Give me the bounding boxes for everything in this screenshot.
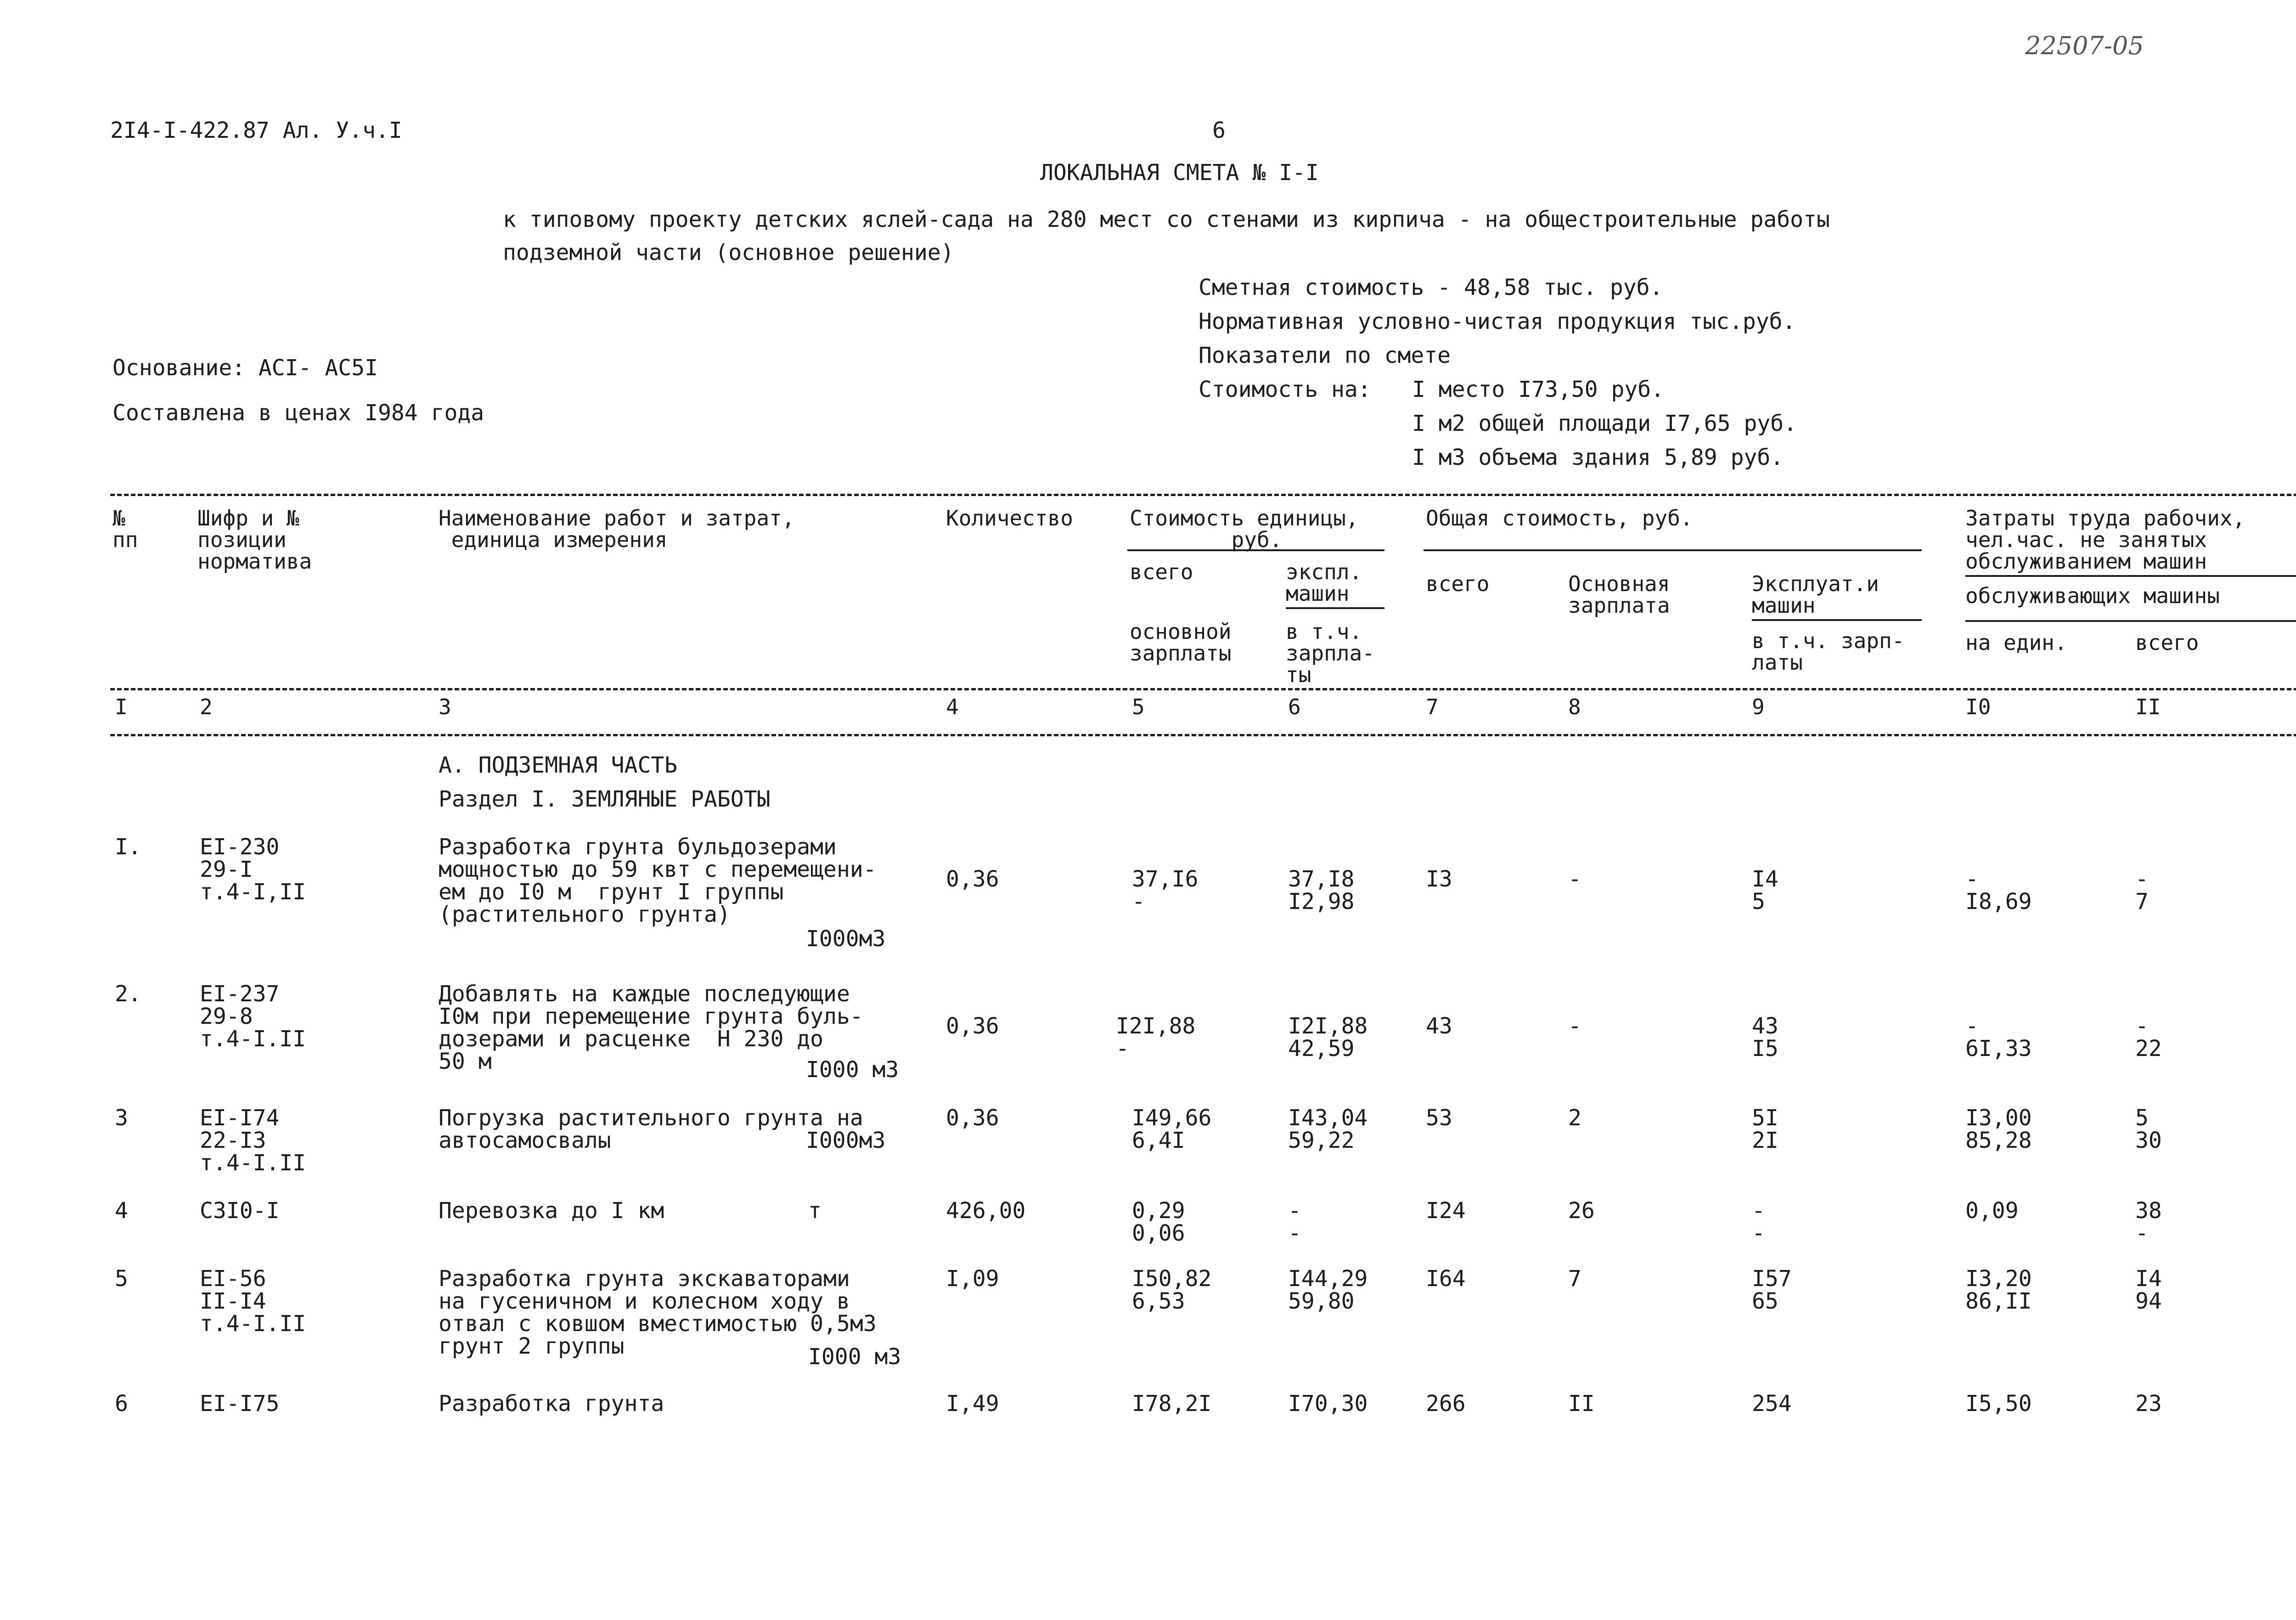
row-salary: 26 bbox=[1568, 1198, 1595, 1224]
header-unit-salary: основной зарплаты bbox=[1130, 619, 1232, 666]
row-labor-total: 23 bbox=[2135, 1391, 2162, 1417]
row-quantity: 0,36 bbox=[946, 866, 999, 892]
row-number: 5 bbox=[115, 1266, 128, 1292]
indicators-label: Показатели по смете bbox=[1199, 343, 1451, 368]
column-number: 2 bbox=[200, 694, 213, 719]
row-total: I24 bbox=[1426, 1198, 1466, 1224]
cost-per-place: I место I73,50 руб. bbox=[1412, 377, 1665, 402]
row-unit: I000м3 bbox=[806, 926, 886, 952]
row-unit-total: 37,I6 - bbox=[1132, 866, 1199, 914]
table-header-bottom-rule bbox=[110, 688, 2296, 690]
row-quantity: I,49 bbox=[946, 1391, 999, 1417]
page-number: 6 bbox=[1212, 118, 1226, 143]
row-unit-machines: - - bbox=[1288, 1198, 1301, 1246]
row-unit-total: I49,66 6,4I bbox=[1132, 1105, 1212, 1153]
row-quantity: I,09 bbox=[946, 1266, 999, 1292]
row-unit-machines: I70,30 bbox=[1288, 1391, 1368, 1417]
row-unit-total: I2I,88 - bbox=[1116, 1013, 1196, 1061]
column-number: 4 bbox=[946, 694, 959, 719]
row-labor-unit: 0,09 bbox=[1965, 1198, 2019, 1224]
column-number: 7 bbox=[1426, 694, 1439, 719]
section-1-title: Раздел I. ЗЕМЛЯНЫЕ РАБОТЫ bbox=[439, 786, 771, 812]
table-top-rule bbox=[110, 494, 2296, 496]
row-machines: I4 5 bbox=[1752, 866, 1778, 914]
rule-labor bbox=[1965, 575, 2296, 577]
row-code: ЕI-237 29-8 т.4-I.II bbox=[200, 981, 306, 1052]
normative-product: Нормативная условно-чистая продукция тыс.руб. bbox=[1199, 309, 1796, 334]
document-title: ЛОКАЛЬНАЯ СМЕТА № I-I bbox=[1040, 160, 1319, 186]
row-number: 2. bbox=[115, 981, 141, 1007]
header-unit-incl-salary: в т.ч. зарпла- ты bbox=[1286, 619, 1375, 687]
row-code: ЕI-230 29-I т.4-I,II bbox=[200, 834, 306, 905]
column-number: II bbox=[2135, 694, 2161, 719]
document-code: 2I4-I-422.87 Ал. У.ч.I bbox=[110, 118, 402, 143]
header-work-name: Наименование работ и затрат, единица измерения bbox=[439, 506, 795, 552]
row-unit: т bbox=[808, 1198, 822, 1224]
row-code: ЕI-I74 22-I3 т.4-I.II bbox=[200, 1105, 306, 1176]
header-labor: Затраты труда рабочих, чел.час. не занятых обслуживанием машин bbox=[1965, 506, 2245, 574]
header-machines: Эксплуат.и машин bbox=[1752, 571, 1879, 618]
row-labor-unit: I3,20 86,II bbox=[1965, 1266, 2032, 1314]
row-labor-total: 5 30 bbox=[2135, 1105, 2162, 1153]
row-machines: 5I 2I bbox=[1752, 1105, 1778, 1153]
subtitle-line-1: к типовому проекту детских яслей-сада на 280 мест со стенами из кирпича - на общестроительные работы bbox=[503, 207, 1830, 232]
row-code: С3I0-I bbox=[200, 1198, 280, 1224]
row-number: I. bbox=[115, 834, 141, 860]
row-total: I3 bbox=[1426, 866, 1452, 892]
estimated-cost: Сметная стоимость - 48,58 тыс. руб. bbox=[1199, 275, 1663, 300]
header-total: всего bbox=[1426, 571, 1490, 596]
header-labor-total: всего bbox=[2135, 630, 2199, 655]
row-unit: I000 м3 bbox=[808, 1344, 901, 1370]
row-labor-unit: I5,50 bbox=[1965, 1391, 2032, 1417]
row-salary: 2 bbox=[1568, 1105, 1581, 1131]
row-labor-unit: I3,00 85,28 bbox=[1965, 1105, 2032, 1153]
header-unit-machines: экспл. машин bbox=[1286, 559, 1362, 606]
row-name: Разработка грунта бульдозерами мощностью до 59 квт с перемещени- ем до I0 м грунт I группы (растительного грунта) bbox=[439, 834, 877, 927]
cost-per-m3: I м3 объема здания 5,89 руб. bbox=[1412, 445, 1784, 470]
row-name: Добавлять на каждые последующие I0м при перемещение грунта буль- дозерами и расценке Н 230 до 50 м bbox=[439, 981, 863, 1074]
row-name: Разработка грунта экскаваторами на гусеничном и колесном ходу в отвал с ковшом вместимостью 0,5м3 грунт 2 группы bbox=[439, 1266, 877, 1359]
header-base-salary: Основная зарплата bbox=[1568, 571, 1670, 618]
rule-labor-sub bbox=[1965, 620, 2296, 622]
column-number: I0 bbox=[1965, 694, 1991, 719]
column-number: 5 bbox=[1132, 694, 1145, 719]
row-unit: I000 м3 bbox=[806, 1057, 899, 1083]
row-unit-total: I78,2I bbox=[1132, 1391, 1212, 1417]
row-total: 266 bbox=[1426, 1391, 1466, 1417]
header-labor-sub: обслуживающих машины bbox=[1965, 583, 2220, 608]
prices-year-text: Составлена в ценах I984 года bbox=[113, 400, 484, 426]
row-name: Перевозка до I км bbox=[439, 1198, 664, 1224]
rule-total-cost bbox=[1424, 549, 1922, 551]
row-number: 4 bbox=[115, 1198, 128, 1224]
row-labor-total: I4 94 bbox=[2135, 1266, 2162, 1314]
row-unit: I000м3 bbox=[806, 1128, 886, 1153]
row-total: 53 bbox=[1426, 1105, 1452, 1131]
row-total: I64 bbox=[1426, 1266, 1466, 1292]
row-labor-total: - 7 bbox=[2135, 866, 2149, 914]
header-machines-salary: в т.ч. зарп- латы bbox=[1752, 628, 1905, 675]
header-unit-cost: Стоимость единицы, руб. bbox=[1130, 506, 1359, 552]
subtitle-line-2: подземной части (основное решение) bbox=[503, 240, 954, 265]
row-salary: II bbox=[1568, 1391, 1595, 1417]
row-number: 3 bbox=[115, 1105, 128, 1131]
row-salary: 7 bbox=[1568, 1266, 1581, 1292]
column-number: I bbox=[115, 694, 128, 719]
row-machines: 43 I5 bbox=[1752, 1013, 1778, 1061]
row-salary: - bbox=[1568, 1013, 1581, 1039]
row-unit-machines: I44,29 59,80 bbox=[1288, 1266, 1368, 1314]
row-unit-total: I50,82 6,53 bbox=[1132, 1266, 1212, 1314]
header-code: Шифр и № позиции норматива bbox=[197, 506, 312, 574]
row-number: 6 bbox=[115, 1391, 128, 1417]
row-unit-machines: I2I,88 42,59 bbox=[1288, 1013, 1368, 1061]
row-labor-unit: - 6I,33 bbox=[1965, 1013, 2032, 1061]
cost-per-label: Стоимость на: bbox=[1199, 377, 1371, 402]
header-labor-per-unit: на един. bbox=[1965, 630, 2067, 655]
row-quantity: 0,36 bbox=[946, 1105, 999, 1131]
row-salary: - bbox=[1568, 866, 1581, 892]
row-quantity: 426,00 bbox=[946, 1198, 1026, 1224]
row-code: ЕI-56 II-I4 т.4-I.II bbox=[200, 1266, 306, 1337]
row-labor-total: - 22 bbox=[2135, 1013, 2162, 1061]
column-number: 8 bbox=[1568, 694, 1581, 719]
row-machines: I57 65 bbox=[1752, 1266, 1792, 1314]
column-number: 9 bbox=[1752, 694, 1765, 719]
header-unit-total: всего bbox=[1130, 559, 1193, 584]
row-quantity: 0,36 bbox=[946, 1013, 999, 1039]
basis-text: Основание: АСI- АС5I bbox=[113, 355, 378, 381]
row-labor-unit: - I8,69 bbox=[1965, 866, 2032, 914]
rule-unit-cost-machines bbox=[1286, 607, 1384, 609]
handwritten-note: 22507-05 bbox=[2025, 31, 2144, 60]
row-code: ЕI-I75 bbox=[200, 1391, 280, 1417]
header-row-number: № пп bbox=[113, 506, 138, 552]
row-name: Погрузка растительного грунта на автосамосвалы bbox=[439, 1105, 863, 1153]
column-number: 6 bbox=[1288, 694, 1301, 719]
row-machines: - - bbox=[1752, 1198, 1765, 1246]
section-a-title: А. ПОДЗЕМНАЯ ЧАСТЬ bbox=[439, 752, 678, 778]
row-labor-total: 38 - bbox=[2135, 1198, 2162, 1246]
row-unit-machines: I43,04 59,22 bbox=[1288, 1105, 1368, 1153]
rule-total-machines bbox=[1752, 619, 1922, 621]
row-unit-total: 0,29 0,06 bbox=[1132, 1198, 1185, 1246]
row-machines: 254 bbox=[1752, 1391, 1792, 1417]
row-name: Разработка грунта bbox=[439, 1391, 664, 1417]
cost-per-m2: I м2 общей площади I7,65 руб. bbox=[1412, 411, 1797, 436]
header-quantity: Количество bbox=[946, 506, 1073, 531]
column-numbers-rule bbox=[110, 734, 2296, 736]
row-total: 43 bbox=[1426, 1013, 1452, 1039]
header-total-cost: Общая стоимость, руб. bbox=[1426, 506, 1693, 531]
column-number: 3 bbox=[439, 694, 451, 719]
row-unit-machines: 37,I8 I2,98 bbox=[1288, 866, 1355, 914]
